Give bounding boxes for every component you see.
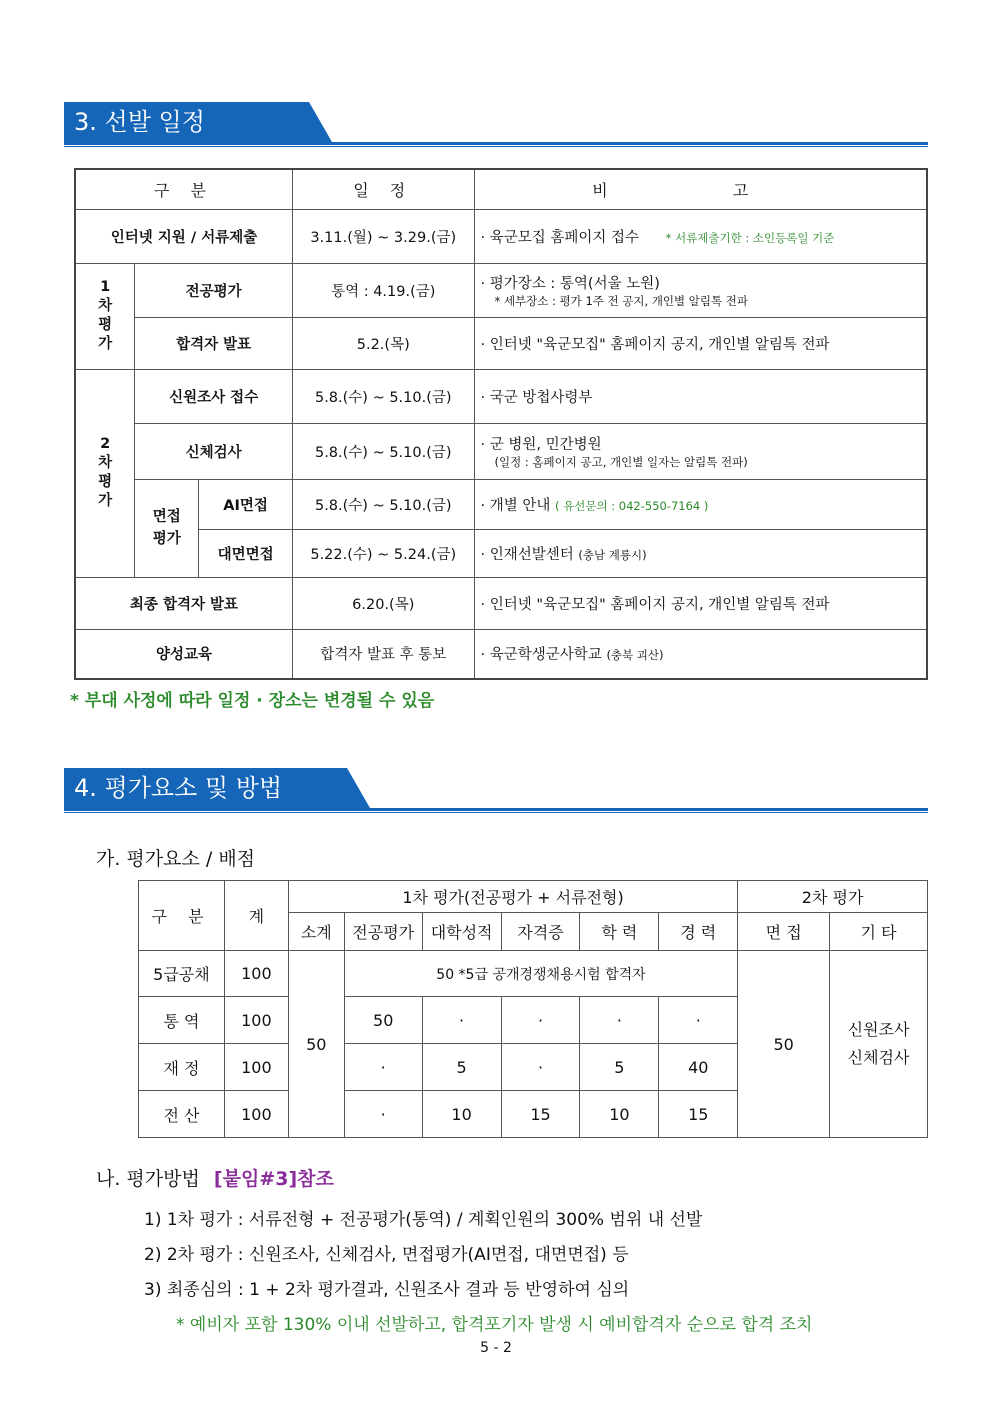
row-training: [75, 629, 927, 679]
note-physical: [474, 423, 927, 479]
eval-total: 100: [224, 1044, 288, 1091]
row-physical: [75, 423, 927, 479]
row-pass1: [75, 317, 927, 369]
eval-cell: ·: [501, 997, 580, 1044]
group-second-eval: 2 차 평 가: [75, 369, 135, 577]
method-note: * 예비자 포함 130% 이내 선발하고, 합격포기자 발생 시 예비합격자 순으로 합격 조치: [176, 1315, 813, 1335]
eval-header-total: 계: [224, 881, 288, 951]
section-4-rule: [64, 808, 928, 811]
section-4-title: 4. 평가요소 및 방법: [74, 774, 283, 802]
eval-header-division: 구 분: [139, 881, 225, 951]
group-first-eval: 1 차 평 가: [75, 263, 135, 369]
date-major: 통역 : 4.19.(금): [292, 263, 474, 317]
eval-cell: ·: [344, 1091, 422, 1138]
date-final: 6.20.(목): [292, 577, 474, 629]
eval-total-5grade: 100: [224, 951, 288, 997]
eval-total: 100: [224, 997, 288, 1044]
eval-subtotal: 50: [288, 951, 344, 1138]
eval-header-row-1: [139, 881, 928, 913]
eval-cell: 10: [422, 1091, 501, 1138]
section-3-rule-thin: [64, 146, 928, 147]
label-training: 양성교육: [75, 629, 292, 679]
eval-cell: 5: [580, 1044, 659, 1091]
row-major: [75, 263, 927, 317]
eval-interview-score: 50: [738, 951, 830, 1138]
header-division: 구 분: [75, 169, 292, 209]
eval-name: 재 정: [139, 1044, 225, 1091]
note-major-sub: * 세부장소 : 평가 1주 전 공지, 개인별 알림톡 전파: [494, 293, 749, 308]
label-identity: 신원조사 접수: [135, 369, 293, 423]
date-training: 합격자 발표 후 통보: [292, 629, 474, 679]
group-interview: 면접 평가: [135, 479, 199, 577]
date-ai: 5.8.(수) ~ 5.10.(금): [292, 479, 474, 529]
eval-cell: ·: [422, 997, 501, 1044]
eval-sub-major: 전공평가: [344, 913, 422, 951]
note-major: [474, 263, 927, 317]
eval-cell: 5: [422, 1044, 501, 1091]
subsection-a-title: 가. 평가요소 / 배점: [96, 848, 256, 870]
eval-cell: 40: [659, 1044, 738, 1091]
method-item-1: 1) 1차 평가 : 서류전형 + 전공평가(통역) / 계획인원의 300% 범위 내 선발: [144, 1210, 703, 1230]
subsection-b-label: 나. 평가방법: [96, 1168, 200, 1190]
note-ai-text: · 개별 안내: [480, 497, 551, 514]
date-face: 5.22.(수) ~ 5.24.(금): [292, 529, 474, 577]
label-pass1: 합격자 발표: [135, 317, 293, 369]
evaluation-table: [138, 880, 928, 1138]
method-item-3: 3) 최종심의 : 1 + 2차 평가결과, 신원조사 결과 등 반영하여 심의: [144, 1280, 630, 1300]
note-pass1: · 인터넷 "육군모집" 홈페이지 공지, 개인별 알림톡 전파: [474, 317, 927, 369]
label-face: 대면면접: [199, 529, 293, 577]
row-identity: [75, 369, 927, 423]
section-3-rule: [64, 142, 928, 145]
eval-row-5grade: [139, 951, 928, 997]
subsection-b-title: [96, 1164, 334, 1191]
eval-total: 100: [224, 1091, 288, 1138]
date-internet: 3.11.(월) ~ 3.29.(금): [292, 209, 474, 263]
date-physical: 5.8.(수) ~ 5.10.(금): [292, 423, 474, 479]
eval-name-5grade: 5급공채: [139, 951, 225, 997]
note-face-extra: (충남 계룡시): [578, 547, 647, 562]
section-4-header: [64, 768, 928, 812]
section-3-title: 3. 선발 일정: [74, 108, 205, 136]
label-final: 최종 합격자 발표: [75, 577, 292, 629]
note-training: [474, 629, 927, 679]
row-face: [75, 529, 927, 577]
page-number: 5 - 2: [480, 1340, 512, 1356]
eval-note-5grade: 50 *5급 공개경쟁채용시험 합격자: [344, 951, 737, 997]
note-ai-extra: ( 유선문의 : 042-550-7164 ): [555, 498, 709, 513]
header-remarks: 비 고: [474, 169, 927, 209]
eval-cell: ·: [659, 997, 738, 1044]
note-internet: [474, 209, 927, 263]
note-internet-extra: * 서류제출기한 : 소인등록일 기준: [665, 230, 835, 245]
eval-header-second: 2차 평가: [738, 881, 928, 913]
eval-cell: 10: [580, 1091, 659, 1138]
eval-name: 전 산: [139, 1091, 225, 1138]
eval-sub-interview: 면 접: [738, 913, 830, 951]
row-final: [75, 577, 927, 629]
header-schedule: 일 정: [292, 169, 474, 209]
eval-cell: ·: [580, 997, 659, 1044]
date-identity: 5.8.(수) ~ 5.10.(금): [292, 369, 474, 423]
eval-header-first: 1차 평가(전공평가 + 서류전형): [288, 881, 737, 913]
subsection-b-reference: [붙임#3]참조: [213, 1168, 334, 1190]
eval-sub-license: 자격증: [501, 913, 580, 951]
note-identity: · 국군 방첩사령부: [474, 369, 927, 423]
label-internet: 인터넷 지원 / 서류제출: [75, 209, 292, 263]
label-physical: 신체검사: [135, 423, 293, 479]
eval-sub-education: 학 력: [580, 913, 659, 951]
section-3-header: [64, 102, 928, 146]
note-physical-sub: (일정 : 홈페이지 공고, 개인별 일자는 알림톡 전파): [494, 454, 748, 469]
section-4-rule-thin: [64, 812, 928, 813]
note-training-extra: (충북 괴산): [606, 648, 664, 663]
schedule-header-row: [75, 169, 927, 209]
eval-cell: ·: [501, 1044, 580, 1091]
date-pass1: 5.2.(목): [292, 317, 474, 369]
eval-cell: 15: [659, 1091, 738, 1138]
eval-cell: 50: [344, 997, 422, 1044]
eval-sub-career: 경 력: [659, 913, 738, 951]
row-internet: [75, 209, 927, 263]
eval-name: 통 역: [139, 997, 225, 1044]
row-ai: [75, 479, 927, 529]
eval-sub-other: 기 타: [830, 913, 928, 951]
schedule-table: [74, 168, 928, 680]
note-physical-text: · 군 병원, 민간병원: [480, 436, 602, 453]
note-training-text: · 육군학생군사학교: [480, 647, 602, 664]
eval-cell: ·: [344, 1044, 422, 1091]
note-internet-text: · 육군모집 홈페이지 접수: [480, 229, 640, 246]
eval-other: 신원조사 신체검사: [830, 951, 928, 1138]
note-final: · 인터넷 "육군모집" 홈페이지 공지, 개인별 알림톡 전파: [474, 577, 927, 629]
label-ai: AI면접: [199, 479, 293, 529]
eval-sub-grades: 대학성적: [422, 913, 501, 951]
note-ai: [474, 479, 927, 529]
method-item-2: 2) 2차 평가 : 신원조사, 신체검사, 면접평가(AI면접, 대면면접) 등: [144, 1245, 629, 1265]
note-face-text: · 인재선발센터: [480, 546, 574, 563]
eval-cell: 15: [501, 1091, 580, 1138]
eval-sub-subtotal: 소계: [288, 913, 344, 951]
schedule-warning: * 부대 사정에 따라 일정 · 장소는 변경될 수 있음: [70, 691, 435, 711]
note-major-text: · 평가장소 : 통역(서울 노원): [480, 275, 660, 292]
note-face: [474, 529, 927, 577]
label-major: 전공평가: [135, 263, 293, 317]
